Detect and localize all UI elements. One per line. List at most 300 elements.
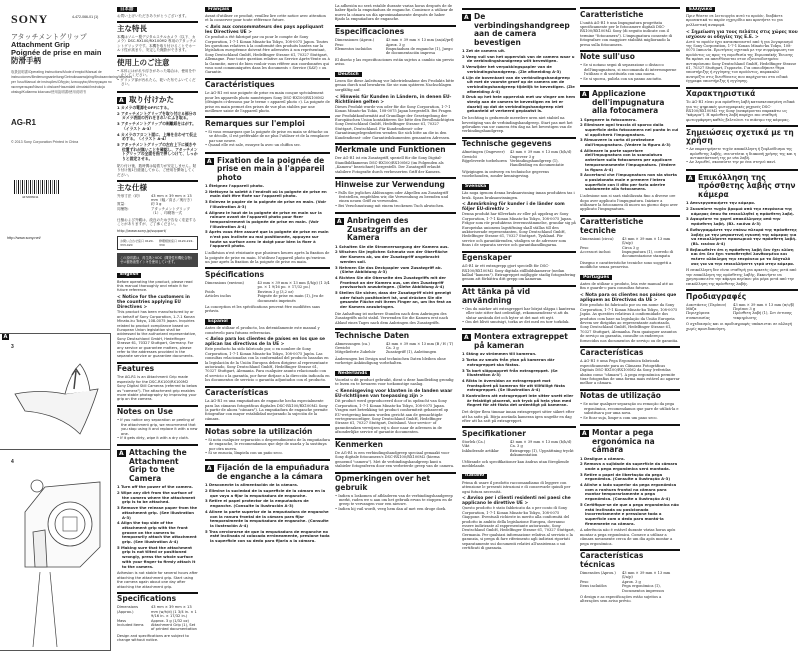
camera-with-grip-drawing (15, 472, 105, 647)
spec-label: Vikt (462, 444, 470, 449)
spec-label: Peso (580, 245, 589, 250)
paragraph: Este produto foi fabricado por ou em nome da Sony Corporation, 1-7-1 Konan Minato-ku Tokyo, 108-0075 Japão. As questões relativas à conformidade dos produtos com base na legislação da União Europeia devem ser dirigidas ao representante autorizado, Sony Deutschland GmbH, Hedelfinger Strasse 61, 70327 Stuttgart, Alemanha. Para quaisquer assuntos de serviço ou garantia, consulte os endereços fornecidos nos documentos de serviço ou de garantia. (580, 303, 679, 343)
sony-logo: SONY (11, 12, 49, 26)
language-tag: Français (205, 7, 232, 12)
eu-notice-heading: < Anmärkning för kunder i de länder som följer EU-direktiv > (462, 202, 565, 213)
spec-label: Dimensioni (circa) (580, 236, 614, 241)
spec-label: Mitgelieferte Zubehör (335, 350, 376, 355)
spec-label: Dimensões (Aprox.) (580, 570, 616, 575)
bullet-item: • Falls Sie jegliches Ablösungen oder Abpellen am Zusatzgriff feststellen, empfehlen wir, die Verwendung zu beenden und einen neuen Griff zu verwenden. (335, 191, 456, 204)
illustration-a-badge: A (464, 334, 469, 342)
paragraph: Le AG-R1 est une poignée de prise en main conçue spécialement pour les appareils photo numériques Sony DSC-RX100/RX100M2 (désignés ci-dessous par le terme « appareil photo »). La poignée de prise en main permet des prises de vue plus stables par une meilleure saisie de l'appareil photo. (205, 91, 330, 113)
illustration-a-badge: A (464, 14, 469, 21)
spec-value: Approx. 3 g (1/32 oz) (151, 618, 189, 623)
heading-text: Applicazione dell'impugnatura alla fotocamera (592, 89, 665, 116)
spec-value: 43 mm × 39 mm × 13 mm (b/h/d) (509, 439, 572, 444)
paragraph: El diseño y las especificaciones están sujetos a cambio sin previo aviso. (335, 57, 454, 67)
step: 5 Tras cerciorarse de que la empuñadura de enganche no esté inclinada ni colocada erróneamente, presione toda la superficie con su dedo para fijarla a la cámara. (205, 528, 330, 544)
step: 1 Απενεργοποιήστε την κάμερα. (686, 200, 756, 206)
step: 4 Ευθυγραμμίστε την επάνω πλευρά της πρόσθετης λαβής με την μπροστινή εγκοπή της κάμερας για να επικολλήσετε προσωρινά την πρόσθετη λαβή. (Βλ. εικόνα A-4) (686, 226, 797, 246)
spec-label: Bijgeleverde toebehoren (462, 159, 507, 164)
bullet-item: • Se si sporca, pulirla con un panno asciutto. (580, 77, 680, 81)
bullet-list (117, 418, 198, 440)
barcode-number: 4472066011 (22, 195, 39, 199)
step: 4 Rikta in översidan av extragreppet mot frontspåret på kameran för att tillfälligt fästa extragreppet. (Se illustration A-4) (462, 377, 565, 393)
step: 3 Αφαιρέστε το χαρτί αποκόλλησης από την πρόσθετη λαβή. (Βλ. εικόνα A-3) (686, 216, 781, 227)
paragraph: 貼り付け後、数時間は接着力が安定しません。貼り付け後1日経過してから、ご使用を開始してください。 (117, 163, 197, 177)
paragraph: L'unità AG-R1 è una Impugnatura progettata specificamente per le fotocamere digitali DSC-RX100/RX100M2 Sony (di seguito indicate con il termine "fotocamera"). L'impugnatura consente di fotografare con maggiore stabilità migliorando la presa sulla fotocamera. (580, 20, 673, 47)
eu-notice-heading: < Notice for the customers in the countries applying EU Directives > (117, 295, 190, 311)
step: 5 Stellen Sie sicher, dass der Zusatzgriff nicht geneigt oder falsch positioniert ist, und drücken Sie die gesamte Fläche mit Ihrem Finger an, um ihn fest an der Kamera anzubringen. (335, 290, 452, 310)
manual-languages: 取扱説明書/Operating Instructions/Mode d'emploi/Manual de instrucciones/Bedienungsanleitung/Gebruiksaanwijzing/Bruksanvisning/Istruzioni per l'uso/Manual de instruções/Οδηγίες λειτουργίας/Инструкция по эксплуатации/Návod k obsluze/Használati útmutató/Instrukcja obsługi/Kullanma kılavuzu/使用說明書/使用说明书 (11, 70, 133, 94)
paragraph: A aderência não é estável durante várias horas após montar a pega ergonómica. Comece a utilizar a câmara novamente cerca de um dia após montar a pega ergonómica. (580, 528, 676, 546)
spec-value: 43 mm × 39 mm × 13 mm (B / H / T) (385, 341, 454, 346)
step: 5 Kontrollera att extragreppet inte sitter snett eller är felaktigt placerat, och tryck på hela ytan med fingret för att fästa det ordentligt på kameran. (462, 393, 574, 408)
paragraph: La conception et les spécifications peuvent être modifiées sans préavis. (205, 304, 320, 314)
section-heading: Remarques sur l'emploi (205, 116, 330, 128)
illustration-a (0, 333, 111, 651)
spec-table (462, 440, 576, 458)
contact-info: 修理相談窓口 0120-222-330 (159, 238, 194, 247)
spec-value: Pega ergonómica (1), Documentos impressos (622, 584, 665, 593)
step: 3 Ta bort släppappret från extragreppet. (Se illustration A-3) (462, 367, 558, 378)
paragraph: Ce produit a été fabriqué par ou pour le compte de Sony Corporation, 1-7-1 Konan Minato-ku Tokyo, 108-0075 Japon. Toutes les questions relatives à la conformité des produits basées sur la législation européenne doivent être adressées à son représentant, Sony Deutschland GmbH, Hedelfinger Strasse 61, 70327 Stuttgart, Allemagne. Pour toute question relative au Service Après-Vente ou à la Garantie, merci de bien vouloir vous référer aux coordonnées qui vous sont communiquées dans les documents « Service (SAV) » ou Garantie. (205, 35, 330, 75)
spec-table (580, 571, 680, 593)
spec-table (335, 38, 456, 56)
heading-text: Attaching the Attachment Grip to the Camera (129, 448, 187, 483)
paragraph: This product has been manufactured by or on behalf of Sony Corporation, 1-7-1 Konan Minato-ku Tokyo, 108-0075 Japan. Inquiries related to product compliance based on European Union legislation shall be addressed to the authorized representative, Sony Deutschland GmbH, Hedelfinger Strasse 61, 70327 Stuttgart, Germany. For any service or guarantee matters, please refer to the addresses provided in the separate service or guarantee documents. (117, 310, 197, 359)
section-heading: 使用上のご注意 (117, 55, 198, 67)
section-heading: Notas de utilização (580, 389, 680, 401)
language-tag: Svenska (462, 184, 489, 189)
spec-label: Dimensions (environ) (205, 280, 244, 285)
paragraph: Lesen Sie diese Anleitung vor Inbetriebnahme des Produkts bitte genau durch und bewahren Sie sie zum späteren Nachschlagen sorgfältig auf. (335, 78, 455, 92)
paragraph: Πριν θέσετε σε λειτουργία αυτό το προϊόν, διαβάστε προσεκτικά το παρόν εγχειρίδιο και κρατήστε το για μελλοντική αναφορά. (686, 13, 783, 27)
column-6 (686, 4, 798, 334)
language-tag: Italiano (462, 474, 487, 479)
illustration-a-badge: A (688, 174, 693, 182)
spec-value: Empuñadura de enganche (1), Juego de documentación impresa (385, 46, 453, 56)
bullet-item: • グリップ部が汚れたら、乾いた布でふいてください。 (117, 78, 198, 87)
figure-3-number: 3 (11, 344, 14, 350)
step-list (580, 118, 680, 193)
column-1 (117, 4, 198, 645)
step: 1 Stäng av strömmen till kameran. (462, 351, 537, 357)
spec-label: Included items (117, 623, 144, 628)
paragraph: L'adhésion n'est résistante que plusieurs heures après la fixation de la poignée de prise en main. N'utilisez l'appareil photo qu'environ un jour après la fixation de la poignée de prise en main. (205, 251, 330, 264)
language-tag: Português (580, 275, 612, 280)
step: 2 Veeg vuil van het oppervlak van de camera waar u de verbindingshandgreep wilt bevestigen. (462, 53, 575, 64)
spec-label: Dimensions (Approx.) (117, 605, 138, 614)
paragraph: お買い上げいただきありがとうございます。 (117, 13, 189, 18)
section-heading: Σημειώσεις σχετικά με τη χρήση (686, 125, 798, 146)
bullet-list (580, 402, 680, 420)
attach-section-heading (335, 212, 456, 243)
title-french: Poignée de prise en main (11, 48, 102, 57)
paragraph: La adhesión no será estable durante varias horas después de de haber fijado la empuñadura de enganche. Comience a utilizar de nuevo la cámara un día aproximadamente después de haber fijado la empuñadura de enganche. (335, 4, 454, 22)
step-list (205, 483, 330, 543)
section-heading: Notas sobre la utilización (205, 424, 330, 436)
step: 5 アタッチメントグリップの左右上下に傾きや位置ずれが無いことを確認し、アタッチメントグリップの全面を指で押しつけて、しっかりと固定させる。 (117, 141, 198, 162)
heading-text: Fijación de la empuñadura de enganche a la cámara (217, 463, 330, 481)
spec-label: Mass (117, 618, 127, 623)
bullet-item: • Si nota cualquier separación o desprendimiento de la empuñadura de enganche, le recomendamos que deje de usarla y la sustituya por otra nueva. (205, 438, 330, 451)
step-list (117, 106, 198, 162)
paragraph: Before operating the product, please read this manual thoroughly and retain it for future reference. (117, 279, 193, 293)
step: 4 Alinhe o lado superior da pega ergonómica com a ranhura frontal na câmara para montar temporariamente a pega ergonómica. (Consulte a ilustração A-4) (580, 482, 677, 502)
spec-table (462, 150, 576, 168)
bullet-item: • Se si notano segni di separazione o distacco dell'impugnatura, si raccomanda di interromperne l'utilizzo e di sostituirla con una nuova. (580, 63, 680, 76)
attach-section-heading (580, 85, 680, 116)
section-heading: Kenmerken (335, 438, 456, 450)
illustration-a-badge: A (119, 450, 124, 458)
step: 4 カメラのフロント面に、上端を合わせて仮止めする。（イラスト A-4） (117, 131, 197, 142)
illustration-label: A (3, 334, 8, 340)
paragraph: Η επικόλληση δεν είναι σταθερή για αρκετές ώρες μετά από την επικόλληση της πρόσθετης λαβής. Εκκινήστε να χρησιμοποιείτε την κάμερα περίπου μία μέρα μετά από την επικόλληση της πρόσθετης λαβής. (686, 268, 797, 286)
language-tag: 日本語 (117, 7, 137, 12)
bullet-item: • If it gets dirty, wipe it with a dry cloth. (117, 436, 198, 440)
spec-label: Afmetingen (Ongeveer) (462, 150, 505, 155)
step: 3 Remove the release paper from the attachment grip. (See illustration A-3) (117, 505, 198, 520)
bullet-item: • Se notar qualquer separação ou remoção da pega ergonómica, recomendamos que pare de utilizá-la e substitua-a por uma nova. (580, 402, 680, 415)
column-4 (462, 4, 576, 553)
section-heading: Merkmale und Funktionen (335, 143, 456, 155)
illustration-a-badge: A (207, 465, 212, 473)
step: 1 Éteignez l'appareil photo. (205, 183, 265, 189)
spec-value: Attachment Grip (1), Set of printed documentation (151, 623, 197, 632)
bullet-item: • Si se ensucia, límpiela con un paño seco. (205, 451, 330, 455)
bullet-list (462, 307, 576, 325)
section-heading: Características (580, 346, 680, 358)
section-heading: Opmerkingen over het gebruik (335, 472, 456, 493)
step: 1 Turn off the power of the camera. (117, 484, 193, 490)
language-tag: Deutsch (335, 72, 362, 77)
spec-label: Dimensiones (Aprox.) (335, 38, 375, 43)
step: 2 Wischen Sie jeglichen Schmutz von der Oberfläche der Kamera ab, wo der Zusatzgriff angebracht werden soll. (335, 249, 448, 264)
paragraph: Antes de utilizar el producto, lea detenidamente este manual y consérvelo para futuras referencias. (205, 326, 320, 335)
contact-box (117, 236, 198, 250)
paragraph: Adhesion is not stable for several hours after attaching the attachment grip. Start using the camera again about one day after attaching the attachment grip. (117, 571, 198, 589)
paragraph: Läs noga igenom denna bruksanvisning innan produkten tas i bruk. Spara bruksanvisningen. (462, 191, 575, 200)
eu-notice-heading: < Hinweis für Kunden in Ländern, in denen EU-Richtlinien gelten > (335, 94, 452, 105)
spec-value: Impugnatura (1), corredo di documentazione stampata (622, 249, 674, 259)
bullet-list (117, 69, 198, 87)
section-heading: Specifications (117, 592, 198, 604)
bullet-item: • 本体にはがれや浮きがあった場合は、使用を中止してください。 (117, 69, 198, 78)
step: 3 Retire o papel de libertação da pega ergonómica. (Consulte a ilustração A-3) (580, 471, 671, 482)
spec-label: Itens incluídos (580, 584, 607, 589)
bullet-item: • If you notice any separation or peeling of the attachment grip, we recommend that you stop using it and replace it with a new one. (117, 418, 198, 436)
bullet-item: • Si vous remarquez que la poignée de prise en main se détache ou se décolle, il est préférable de ne plus l'utiliser et de la remplacer par une neuve. (205, 130, 330, 143)
bullet-item: • Αν παρατηρήσετε τυχόν αποκόλληση ή ξεφλούδισμα της πρόσθετης λαβής, συνιστάται η διακοπή χρήσης της και η αντικατάστασή της με νέα λαβή. (686, 147, 798, 160)
paragraph: O design e as especificações estão sujeitos a alterações sem aviso prévio. (580, 595, 662, 604)
spec-value: Extragrepp (1), Uppsättning tryckt dokumentation (509, 448, 574, 458)
step: 5 Certifique-se de que a pega ergonómica não está inclinada ou posicionada incorrectamente e pressione toda a superfície com o dedo para montá-la firmemente na câmara. (580, 501, 679, 526)
paragraph: Ο σχεδιασμός και οι προδιαγραφές υπόκεινται σε αλλαγή χωρίς προειδοποίηση. (686, 322, 793, 331)
step-list (462, 352, 576, 408)
step: 3 Rimuovere la carta di protezione dall'impugnatura. (Vedere la figura A-3) (580, 137, 671, 148)
paragraph: L'adesione non si sarà stabilizzata fino a diverse ore dopo aver applicato l'impugnatura. Iniziare a utilizzare la fotocamera di nuovo un giorno dopo aver applicato l'impugnatura. (580, 194, 678, 212)
spec-value: Πρόσθετη λαβή (1), Σετ έντυπης τεκμηρίωσης (733, 311, 792, 320)
spec-label: Περιεχόμενα συσκευασίας (686, 311, 711, 320)
spec-value: アタッチメントグリップ（1）、印刷物一式 (151, 206, 190, 216)
spec-label: 質量： (117, 202, 128, 207)
title-chinese: 防滑手柄 (11, 56, 41, 65)
eu-notice-heading: < Kennisgeving voor klanten in de landen waar EU-richtlijnen van toepassing zijn > (335, 389, 453, 400)
language-tag: Nederlands (335, 371, 370, 376)
paragraph: A AG-R1 é uma Pega Ergonómica fabricada especificamente para as Câmaras Fotográficas Digitais DSC-RX100/RX100M2 da Sony (referidas abaixo como "câmara"). A pega ergonómica permite tirar fotografias de uma forma mais estável ao agarrar melhor a câmara. (580, 359, 680, 386)
step: 2 Σκουπίστε τυχόν βρομιά από την επιφάνεια της κάμερας όπου θα επικολληθεί η πρόσθετη λαβή. (686, 206, 795, 216)
step: 5 Making sure that the attachment grip is not tilted or positioned wrongly, press the whole surface with your finger to firmly attach it to the camera. (117, 544, 196, 569)
step: 1 カメラの電源をOFFにする。 (117, 105, 172, 111)
spec-value: Ca. 3 g (385, 345, 399, 350)
eu-notice-heading: < Nota para os clientes nos países que apliquem as Directivas da UE > (580, 293, 677, 304)
spec-label: Accessori inclusi (580, 249, 611, 254)
paragraph: La AG-R1 es una empuñadura de enganche hecha especialmente para las cámaras fotográficas digitales DSC-RX100/RX100M2 Sony (a partir de ahora "cámara"). La empuñadura de enganche permite fotografiar con mayor estabilidad mejorando la sujeción de la cámara. (205, 399, 328, 421)
eu-notice-heading: < Avis aux consommateurs des pays appliquant les Directives UE > (205, 25, 324, 36)
step: 1 Desconecte la alimentación de la cámara. (205, 482, 299, 488)
spec-value: Verbindingshandgreep (1), Handleiding en documentatie (509, 159, 564, 168)
step: 1 Spegnere la fotocamera. (580, 116, 637, 122)
step: 2 アタッチメントグリップを取り付ける部分のカメラ表面の汚れをきれいにふき取る。 (117, 110, 197, 121)
section-heading: Especificaciones (335, 25, 456, 37)
paragraph: Avant d'utiliser ce produit, veuillez lire cette notice avec attention et la conserver pour toute référence future. (205, 13, 326, 23)
paragraph: Antes de utilizar o produto, leia este manual até ao fim e guarde-o para consultas futuras. (580, 281, 674, 291)
spec-label: Peso (335, 42, 344, 47)
attach-section-heading (117, 444, 198, 483)
column-3 (335, 4, 456, 513)
section-heading: Technische Daten (335, 328, 456, 340)
section-heading: Spécifications (205, 267, 330, 279)
section-heading: Características (205, 386, 330, 398)
attach-section-heading (686, 169, 798, 200)
bullet-item: • Om du märker att extragreppet har börjat släppa i kanterna eller inte sitter fast ordentligt, rekommenderar vi att du slutar använda det och byter ut det mot ett nytt. (462, 307, 576, 320)
section-heading: Att tänka på vid användning (462, 285, 576, 306)
spec-value: 43 mm × 39 mm × 13 mm（幅／高さ／奥行き） (151, 193, 194, 202)
spec-value: Ongeveer 3 g (509, 154, 535, 159)
illustration-a-badge: A (119, 96, 124, 104)
attach-section-heading (205, 459, 330, 481)
step: 2 Elimine la suciedad de la superficie de la cámara en la que vaya a fijar la empuñadura de enganche. (205, 488, 326, 498)
bullet-list (686, 147, 798, 165)
column-2 (205, 4, 330, 546)
step: 4 Align the top side of the attachment grip with the front groove on the camera to temporarily attach the attachment grip. (See illustration A-4) (117, 520, 197, 545)
step: 4 Alinee la parte superior de la empuñadura de enganche con la ranura frontal de la cámara para fijar temporalmente la empuñadura de enganche. (Consulte la ilustración A-4) (205, 508, 329, 528)
heading-text: Anbringen des Zusatzgriffs an der Kamera (347, 216, 428, 243)
spec-label: Poids (205, 289, 215, 294)
column-5 (580, 4, 680, 606)
paragraph: Questo prodotto è stato fabbricato da o per conto di Sony Corporation, 1-7-1 Konan Minato-ku Tokyo, 108-0075 Giappone. Eventuali richieste in merito alla conformità del prodotto in ambito della legislazione Europea, dovranno essere indirizzate al rappresentante autorizzato, Sony Deutschland GmbH, Hedelfinger Strasse 61, 70327 Stuttgart, Germania. Per qualsiasi informazione relativa al servizio o la garanzia, si prega di fare riferimento agli indirizzi riportati separatamente sui documenti relativi all'assistenza o sui certificati di garanzia. (462, 506, 575, 551)
paragraph: Το AG-R1 είναι μια πρόσθετη λαβή κατασκευασμένη ειδικά για τις ψηφιακές φωτογραφικές μηχανές DSC-RX100/RX100M2 της Sony (αναφέρονται παρακάτω ως "κάμερα"). Η πρόσθετη λαβή παρέχει πιο σταθερή φωτογράφηση καθώς βελτιώνει το πιάσιμο της κάμερας. (686, 100, 795, 122)
paragraph: Αυτό το προϊόν έχει κατασκευαστεί από ή για λογαριασμό της Sony Corporation, 1-7-1 Konan Minato-ku Tokyo, 108-0075 Ιαπωνία. Ερωτήσεις σχετικά με την συμμόρφωση του προϊόντος ως προς τη νομοθεσία της Ευρωπαϊκής Ένωσης θα πρέπει να απευθύνονται στον εξουσιοδοτημένο αντιπρόσωπο Sony Deutschland GmbH, Hedelfinger Strasse 61, 70327 Stuttgart, Γερμανία. Για οποιοδήποτε θέμα υποστήριξης ή εγγύησης του προϊόντος, παρακαλώ ανατρέξτε στις διευθύνσεις που παρέχονται στα ειδικά έγγραφα υποστήριξης ή εγγύησης. (686, 39, 797, 84)
paragraph: De AG-R1 is een verbindingshandgreep speciaal gemaakt voor Sony digitale fotocamera's DSC-RX100/RX100M2 (hierna genoemd "camera"). Met de verbindingshandgreep kunt u stabieler fotograferen door een verbeterde greep van de camera. (335, 451, 455, 469)
eu-notice-heading: < Aviso para los clientes de países en los que se aplican las directivas de la UE > (205, 337, 325, 348)
paragraph: Der AG-R1 ist ein Zusatzgriff, speziell für die Sony Digital-Standbildkameras DSC-RX100/RX100M2 (im Folgenden als „Kamera" bezeichnet) hergestellt. Der Zusatzgriff erlaubt stabilere Fotografie durch verbesserten Griff der Kamera. (335, 156, 444, 174)
heading-text: De verbindingshandgreep aan de camera bevestigen (474, 12, 570, 47)
spec-table (117, 605, 198, 631)
spec-table (117, 194, 198, 216)
bullet-item: • Indien u loskomen of afbladeren van de verbindingshandgreep merkt, raden we u aan om het gebruik ervan te stoppen en de greep te vervangen voor een nieuwe. (335, 494, 456, 507)
spec-value: 43 mm × 39 mm × 13 mm (l/a/p) (622, 236, 671, 246)
step: 3 Enlevez le papier de la poignée de prise en main. (Voir l'illustration A-3) (205, 199, 327, 209)
heading-text: Montera extragreppet på kameran (474, 332, 568, 350)
step: 3 Verwijder het verpakkingspapier van de verbindingshandgreep. (Zie afbeelding A-3) (462, 64, 561, 74)
paragraph: 仕様および外観は、改良のため予告なく変更することがありますが、ご了承ください。 (117, 217, 197, 226)
spec-value: 43 mm × 39 mm × 13 mm (w/h/d) (1 3/4 in. × 1 9/16 in. × 17/32 in.) (151, 605, 197, 619)
section-heading: Caratteristiche tecniche (580, 215, 680, 236)
attach-section-heading (462, 328, 576, 350)
illustration-a-badge: A (207, 157, 212, 165)
paragraph: AG-R1 är ett extragrepp gjort speciellt för DSC-RX100/RX100M2 Sony digitala stillbildskameror (nedan kallad "kamera"). Extragreppet möjliggör stadig fotografering genom att förbättra ditt grepp om kameran. (462, 264, 576, 282)
spec-value: Aprox. 3 g (385, 42, 405, 47)
spec-table (580, 237, 680, 259)
spec-label: 同梱物： (117, 206, 132, 211)
copyright: © 2013 Sony Corporation Printed in China (11, 140, 79, 144)
step: 4 Alignez le haut de la poignée de prise en main sur la rainure avant de l'appareil photo pour fixer temporairement la poignée de prise en main. (Voir l'illustration A-4) (205, 209, 322, 229)
paragraph: Utförande och specifikationer kan ändras utan föregående meddelande. (462, 459, 569, 468)
section-heading: Caractéristiques (205, 78, 330, 90)
paragraph: Änderungen bei Design und technischen Daten bleiben ohne vorherige Ankündigung vorbehalten. (335, 356, 446, 366)
paragraph: http://www.sony.jp/support/ (117, 228, 167, 233)
spec-value: 43 mm × 39 mm × 13 mm (an/al/prf) (385, 38, 454, 43)
bullet-item: • Bei Verschmutzung mit einem trockenen Tuch abwischen. (335, 204, 456, 208)
paragraph: The AG-R1 is an Attachment Grip made especially for the DSC-RX100/RX100M2 Sony Digital Still Cameras (referred to below as "camera"). The attachment grip enables more stable photography by improving your grip on the camera. (117, 375, 198, 402)
model-number: AG-R1 (11, 118, 36, 127)
paragraph: 本機はソニー製デジタルスチルカメラ（以下、カメラ）DSC-RX100/RX100M2 専用のアタッチメントグリップです。本機を取り付けることでホールド性が高まり、安定した撮影ができます。 (117, 34, 197, 53)
step-list (462, 49, 576, 114)
contact-info: お問い合わせ窓口 0120-333-020 (120, 238, 154, 247)
step: 5 Après vous être assuré que la poignée de prise en main n'est pas inclinée ou mal positionnée, appuyez sur toute sa surface avec le doigt pour bien la fixer à l'appareil photo. (205, 229, 329, 249)
paragraph: Design and specifications are subject to change without notice. (117, 633, 189, 643)
step-list (335, 245, 456, 310)
paragraph: Prima di usare il prodotto raccomandiamo di leggere con attenzione le presenti istruzioni e di conservarle quindi per ogni futura necessità. (462, 480, 571, 494)
illustration-a-badge: A (582, 91, 587, 99)
language-tag: Ελληνικά (686, 7, 715, 12)
spec-label: Articles inclus (205, 294, 231, 299)
language-tag: English (117, 273, 141, 278)
step: 1 Zet de camera uit. (462, 48, 506, 53)
bullet-item: • Αν λερωθεί, σκουπίστε την με ένα στεγνό πανί. (686, 160, 798, 164)
section-heading: 主な仕様 (117, 180, 198, 192)
spec-label: Διαστάσεις (Περίπου) (686, 302, 727, 307)
paragraph: Det dröjer flera timmar innan extragreppet sitter säkert efter att ha satts på. Börja använda kameran igen ungefär en dag efter att ha satt på extragreppet. (462, 410, 575, 423)
step: 3 Nehmen Sie das Deckpapier vom Zusatzgriff ab. (Siehe Abbildung A-3) (335, 264, 443, 275)
spec-value: Ca. 3 g (509, 444, 523, 449)
title-block (11, 41, 121, 65)
paragraph: Dit product werd geproduceerd door of in opdracht van Sony Corporation, 1-7-1 Konan Minato-ku Tokyo, 108-0075 Japan. Vragen met betrekking tot product conformiteit gebaseerd op EU-wetgeving kunnen worden gericht aan de gemachtigde vertegenwoordiger, Sony Deutschland GmbH, Hedelfinger Strasse 61, 70327 Stuttgart, Duitsland. Voor service- of garantiezaken verwijzen wij u door naar de adressen in de afzonderlijke service of garantie documenten. (335, 399, 449, 435)
spec-value: Environ 3 g (3,2 oz) (257, 289, 294, 294)
paragraph: Wijzigingen in ontwerp en technische gegevens voorbehouden, zonder kennisgeving. (462, 169, 550, 179)
spec-table (686, 303, 798, 321)
step: 1 Schalten Sie die Stromversorgung der Kamera aus. (335, 243, 449, 249)
paragraph: Die Anhaftung ist mehrere Stunden nach dem Anbringen des Zusatzgriffs nicht stabil. Verwenden Sie die Kamera erst nach Ablauf eines Tages nach dem Anbringen des Zusatzgriffs. (335, 311, 449, 325)
section-heading: Notes on Use (117, 405, 198, 417)
spec-table (205, 281, 330, 303)
sony-url: http://www.sony.net/ (7, 236, 41, 240)
bullet-item: • Se ficar suja, limpe-a com um pano seco. (580, 416, 680, 420)
spec-value: 43 mm × 39 mm × 13 mm (l/h/p) (1 3/4 po. × 1 9/16 po. × 17/32 po.) (257, 280, 330, 290)
spec-label: Inkluderade artiklar (462, 448, 499, 453)
paragraph: De hechting is gedurende meerdere uren niet stabiel na bevestiging van de verbindingshandgreep. Start pas met het gebruiken van uw camera één dag na het bevestigen van de verbindingshandgreep. (462, 116, 573, 134)
paragraph: Denna produkt har tillverkats av eller på uppdrag av Sony Corporation, 1-7-1 Konan Minato-ku Tokyo, 108-0075 Japan. Frågor som rör produktens överensstämmelse, grundar sig på Europeiska unionens lagstiftning skall ställas till den auktoriserade representanten, Sony Deutschland GmbH, Hedelfinger Strasse 61, 70327 Stuttgart, Tyskland. För service och garantiärenden, vänligen se de adresser som finns i de separata service och garantihandlingarna. (462, 212, 576, 248)
step: 1 Desligue a câmara. (580, 455, 625, 461)
spec-label: Abmessungen (ca.) (335, 341, 370, 346)
spec-label: Peso (580, 579, 589, 584)
section-heading: Features (117, 362, 198, 374)
heading-text: Επικόλληση της πρόσθετης λαβής στην κάμερα (698, 172, 796, 199)
section-heading: Egenskaper (462, 251, 576, 263)
spec-label: 外形寸法（約） (117, 193, 143, 198)
step-list (205, 184, 330, 249)
illustration-a-badge: A (337, 218, 342, 226)
step: 4 Richten Sie die Oberseite des Zusatzgriffs mit der Frontnut an der Kamera aus, um den Zusatzgriff provisorisch anzubringen. (Siehe Abbildung A-4) (335, 274, 446, 290)
step: 3 Retire el papel protector de la empuñadura de enganche. (Consulte la ilustración A-3) (205, 498, 309, 509)
step: 2 Eliminare ogni traccia di sporco dalla superficie della fotocamera nel punto in cui si applicherà l'impugnatura. (580, 122, 679, 137)
spec-label: Gewicht (462, 154, 477, 159)
spec-value: 43 mm × 39 mm × 13 mm (b/h/d) (509, 150, 572, 155)
section-heading: Προδιαγραφές (686, 289, 798, 301)
recycled-paper-note: この説明書は、再生紙とVOC（揮発性有機化合物）ゼロ植物油型インキを使用しています。 (117, 253, 198, 267)
spec-value: 約 3 g (151, 202, 162, 207)
eu-notice-heading: < Avviso per i clienti residenti nei paesi che applicano le direttive UE > (462, 496, 571, 507)
bullet-list (205, 438, 330, 456)
step-list (686, 201, 798, 266)
spec-label: Storlek (Ca.) (462, 439, 486, 444)
bullet-list (335, 494, 456, 512)
spec-value: Zusatzgriff (1), Anleitungen (385, 350, 437, 355)
spec-value: 43 mm × 39 mm × 13 mm (l/a/p) (622, 570, 671, 580)
grip-release-paper-drawing (10, 359, 105, 439)
spec-value: Περίπου 3 g (733, 307, 756, 312)
section-heading: Caratteristiche (580, 7, 680, 19)
barcode (14, 180, 60, 194)
step-list (580, 457, 680, 527)
spec-value: 43 mm × 39 mm × 13 mm (π/υ/β) (733, 302, 795, 307)
step: 2 Wipe any dirt from the surface of the camera where the attachment grip is to be attached. (117, 490, 196, 505)
attach-section-heading (580, 424, 680, 455)
attach-section-heading (117, 91, 198, 105)
attach-section-heading (205, 152, 330, 183)
spec-label: Gewicht (335, 345, 350, 350)
step: 5 Βεβαιωθείτε ότι η πρόσθετη λαβή δεν έχει κλίση και ότι δεν έχει τοποθετηθεί λανθασμένα και πιέστε ολόκληρη την επιφάνεια με το δάχτυλό σας για να την επικολλήσετε γερά στην κάμερα. (686, 246, 795, 266)
section-heading: Note sull'uso (580, 50, 680, 62)
heading-text: Montar a pega ergonómica na câmara (592, 428, 655, 455)
illustration-a-badge: A (582, 430, 587, 438)
step: 4 Lijn de bovenkant van de verbindingshandgreep uit met de voorste groef op de camera om de verbindingshandgreep tijdelijk te bevestigen. (Zie afbeelding A-4) (462, 74, 575, 94)
bullet-list (580, 63, 680, 81)
step: 5 Accertarsi che l'impugnatura non sia storta o posizionata male e premere l'intera superficie con il dito per farla aderire saldamente alla fotocamera. (580, 172, 677, 192)
part-number: 4-472-066-01 (1) (72, 15, 99, 19)
section-heading: Specifikationer (462, 426, 576, 438)
step: 2 Torka av smuts från ytan på kameran där extragreppet ska fästas. (462, 357, 555, 367)
bullet-list (335, 191, 456, 209)
step: 2 Remova a sujidade da superfície da câmara onde a pega ergonómica será montada. (580, 461, 678, 471)
title-english: Attachment Grip (11, 40, 70, 49)
spec-label: Elementos incluidos (335, 46, 372, 51)
paragraph: Voordat u dit product gebruikt, dient u deze handleiding grondig te lezen en te bewaren voor toekomstige naslag. (335, 377, 454, 387)
step: 4 Allineare la parte superiore dell'impugnatura con la scanalatura anteriore sulla fotocamera per applicare temporaneamente l'impugnatura. (Vedere la figura A-4) (580, 147, 676, 172)
heading-text: Fixation de la poignée de prise en main à l'appareil photo (217, 155, 325, 182)
spec-table (335, 342, 456, 355)
step: 2 Nettoyez la saleté à l'endroit où la poignée de prise en main doit être fixée sur l'appareil photo. (205, 188, 327, 199)
section-heading: Χαρακτηριστικά (686, 87, 798, 99)
figure-4-number: 4 (11, 459, 14, 465)
spec-value: Aprox. 3 g (622, 579, 641, 584)
bullet-item: • Om det blivit smutsigt, torka av det med en torr torkduk. (462, 320, 576, 324)
section-heading: Hinweise zur Verwendung (335, 177, 456, 189)
bullet-item: • Quand elle est sale, essuyez-la avec un chiffon sec. (205, 143, 330, 147)
paragraph: Dieses Produkt wurde von oder für die Sony Corporation, 1-7-1 Konan Minato-ku Tokio, 108-0075 Japan hergestellt. Bei Fragen zur Produktkonformität auf Grundlage der Gesetzgebung der Europäischen Union kontaktieren Sie bitte den Bevollmächtigten Sony Deutschland GmbH, Hedelfinger Strasse 61, 70327 Stuttgart, Deutschland. Für Kundendienst- oder Garantieangelegenheiten wenden Sie sich bitte an die in den Kundendienst- oder Garantiedokumenten genannten Adressen. (335, 104, 455, 140)
